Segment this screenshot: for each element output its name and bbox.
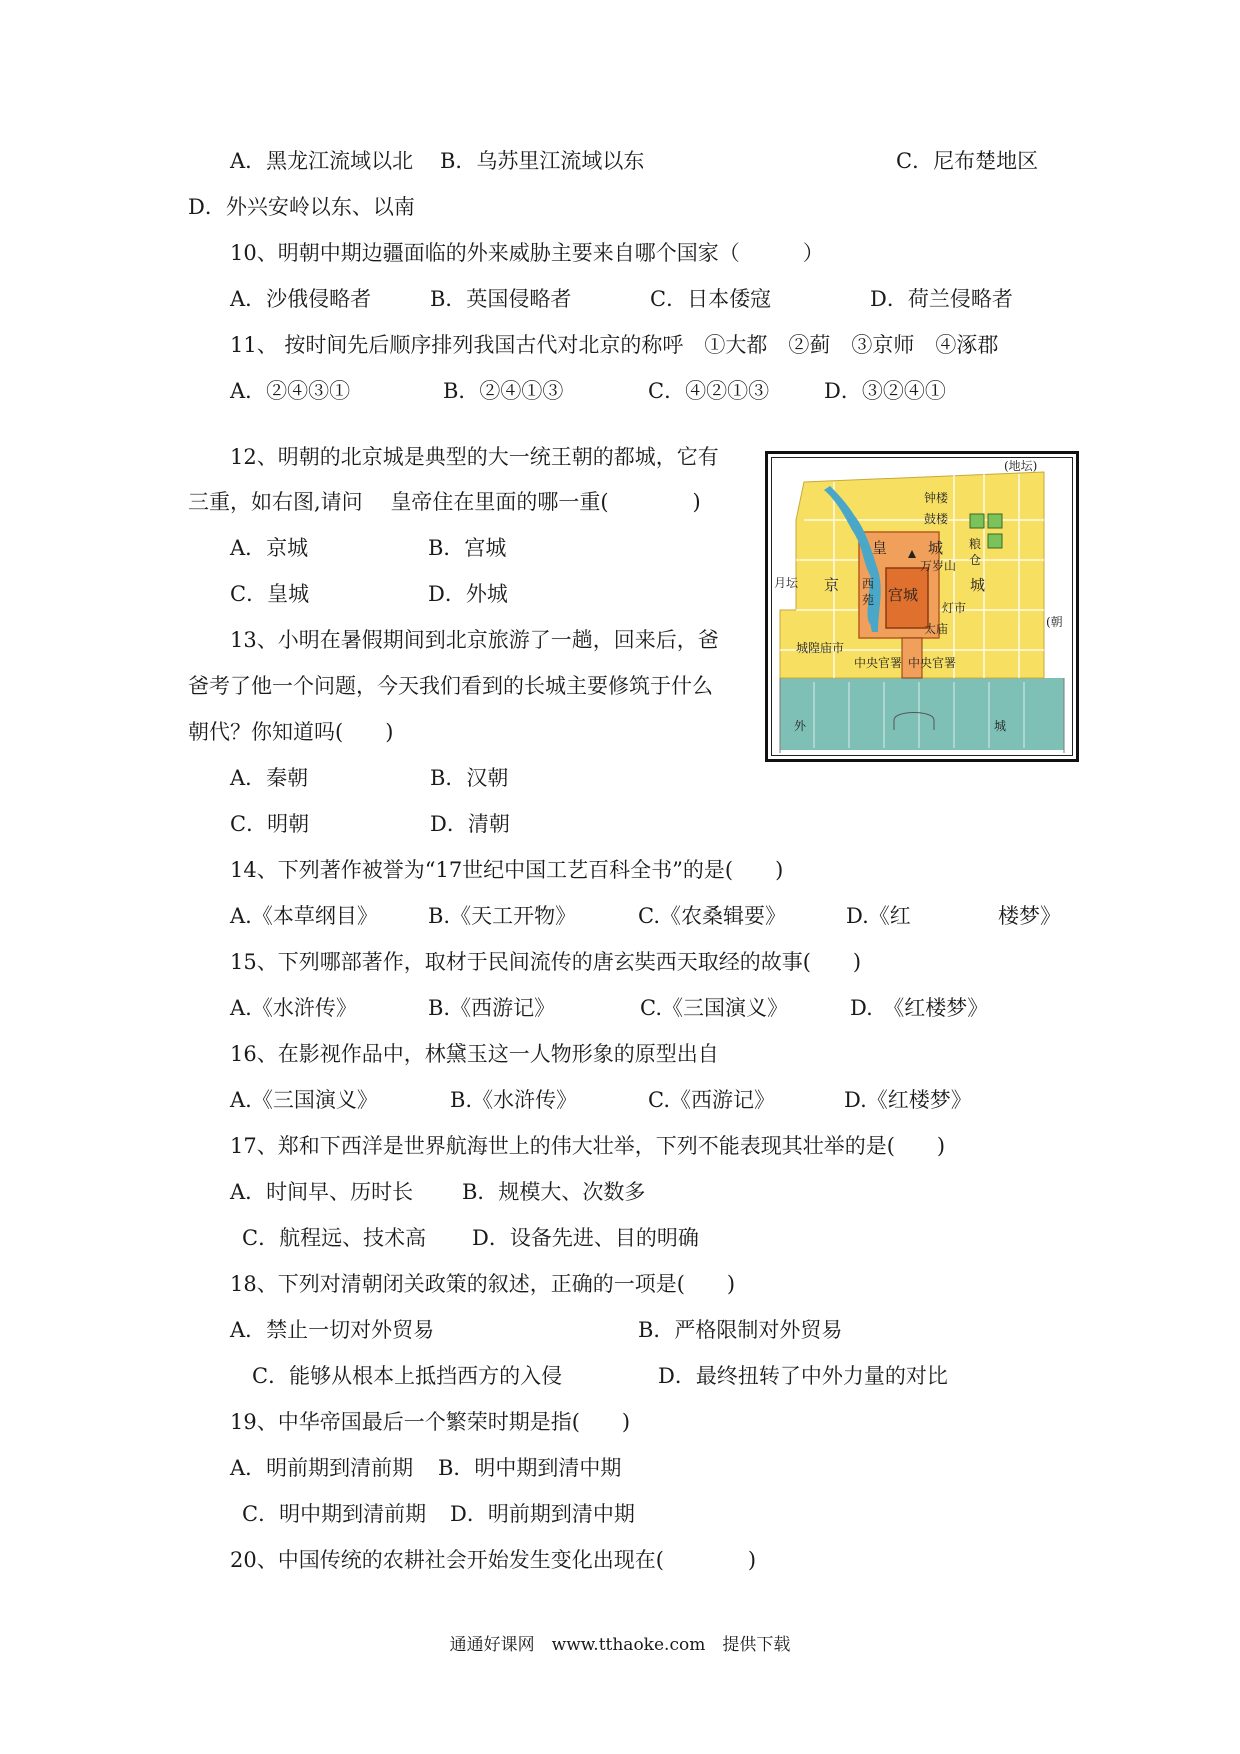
q13-stem-line2: 爸考了他一个问题，今天我们看到的长城主要修筑于什么 <box>188 674 713 698</box>
q16-stem: 16、在影视作品中，林黛玉这一人物形象的原型出自 <box>230 1042 719 1066</box>
q12-option-d: D．外城 <box>428 582 508 606</box>
map-label-taimiao: 太庙 <box>924 622 949 636</box>
q12-option-b: B．宫城 <box>428 536 507 560</box>
q15-option-d: D. 《红楼梦》 <box>850 996 989 1020</box>
q18-option-c: C．能够从根本上抵挡西方的入侵 <box>252 1364 563 1388</box>
q14-stem: 14、下列著作被誉为“17世纪中国工艺百科全书”的是( ) <box>230 858 784 882</box>
map-label-cheng-bottom: 城 <box>994 719 1007 733</box>
q18-option-d: D．最终扭转了中外力量的对比 <box>658 1364 948 1388</box>
q18-option-a: A．禁止一切对外贸易 <box>230 1318 435 1342</box>
q9-option-d: D．外兴安岭以东、以南 <box>188 195 415 219</box>
q15-option-c: C.《三国演义》 <box>640 996 788 1020</box>
q10-stem: 10、明朝中期边疆面临的外来威胁主要来自哪个国家（ ） <box>230 241 824 265</box>
q17-stem: 17、郑和下西洋是世界航海世上的伟大壮举，下列不能表现其壮举的是( ) <box>230 1134 946 1158</box>
q12-stem-line2: 三重，如右图,请问 皇帝住在里面的哪一重( ) <box>188 490 701 514</box>
q15-stem: 15、下列哪部著作，取材于民间流传的唐玄奘西天取经的故事( ) <box>230 950 862 974</box>
map-label-zhonglou: 钟楼 <box>924 491 949 505</box>
q12-option-c: C．皇城 <box>230 582 310 606</box>
q12-stem-line1: 12、明朝的北京城是典型的大一统王朝的都城，它有 <box>230 445 719 469</box>
grain-store <box>970 514 984 528</box>
map-label-chenghuang: 城隍庙市 <box>796 641 845 655</box>
q18-stem: 18、下列对清朝闭关政策的叙述，正确的一项是( ) <box>230 1272 736 1296</box>
beijing-map-svg <box>774 460 1070 753</box>
map-label-chao: (朝 <box>1046 615 1063 629</box>
q10-option-b: B．英国侵略者 <box>430 287 572 311</box>
q10-option-a: A．沙俄侵略者 <box>230 287 372 311</box>
q14-option-d: D.《红 <box>846 904 911 928</box>
q19-option-c: C．明中期到清前期 <box>242 1502 427 1526</box>
map-label-cheng-top: 城 <box>928 539 944 557</box>
q11-option-b: B．②④①③ <box>443 379 564 403</box>
q19-option-d: D．明前期到清中期 <box>450 1502 635 1526</box>
q13-option-b: B．汉朝 <box>430 766 509 790</box>
q13-option-d: D．清朝 <box>430 812 510 836</box>
q11-stem: 11、 按时间先后顺序排列我国古代对北京的称呼 ①大都 ②蓟 ③京师 ④涿郡 <box>230 333 999 357</box>
q14-option-b: B.《天工开物》 <box>428 904 577 928</box>
map-label-gongcheng: 宫城 <box>888 586 919 604</box>
q14-option-d-cont: 楼梦》 <box>998 904 1061 928</box>
map-label-liang: 粮 <box>969 537 982 551</box>
q9-option-c: C．尼布楚地区 <box>896 149 1039 173</box>
map-label-gulou: 鼓楼 <box>924 512 949 526</box>
q14-option-a: A.《本草纲目》 <box>230 904 378 928</box>
q14-option-c: C.《农桑辑要》 <box>638 904 786 928</box>
q17-option-c: C．航程远、技术高 <box>242 1226 427 1250</box>
q11-option-c: C．④②①③ <box>648 379 770 403</box>
q9-option-a: A．黑龙江流域以北 <box>230 149 414 173</box>
grain-store <box>988 534 1002 548</box>
map-label-dengshi: 灯市 <box>942 601 967 615</box>
grain-store <box>988 514 1002 528</box>
q16-option-c: C.《西游记》 <box>648 1088 775 1112</box>
q20-stem: 20、中国传统的农耕社会开始发生变化出现在( ) <box>230 1548 757 1572</box>
q10-option-c: C．日本倭寇 <box>650 287 772 311</box>
map-label-jing: 京 <box>824 576 840 594</box>
beijing-city-map <box>765 451 1079 762</box>
map-label-zhongyang-2: 中央官署 <box>908 656 957 670</box>
q16-option-d: D.《红楼梦》 <box>844 1088 972 1112</box>
q19-option-b: B．明中期到清中期 <box>438 1456 622 1480</box>
map-label-zhongyang-1: 中央官署 <box>854 656 903 670</box>
map-label-ritan: 月坛 <box>774 576 799 590</box>
q13-stem-line3: 朝代？你知道吗( ) <box>188 720 394 744</box>
q9-option-b: B．乌苏里江流域以东 <box>440 149 645 173</box>
q11-option-d: D．③②④① <box>824 379 946 403</box>
q15-option-a: A.《水浒传》 <box>230 996 357 1020</box>
q13-stem-line1: 13、小明在暑假期间到北京旅游了一趟，回来后，爸 <box>230 628 719 652</box>
q17-option-d: D．设备先进、目的明确 <box>472 1226 699 1250</box>
map-label-huang: 皇 <box>872 539 888 557</box>
q11-option-a: A．②④③① <box>230 379 351 403</box>
map-label-xi: 西 <box>862 577 875 591</box>
outer-city-area <box>780 678 1064 750</box>
q19-stem: 19、中华帝国最后一个繁荣时期是指( ) <box>230 1410 631 1434</box>
q12-option-a: A．京城 <box>230 536 309 560</box>
map-label-ditan: (地坛) <box>1004 460 1038 473</box>
page-footer: 通通好课网 www.tthaoke.com 提供下载 <box>449 1635 791 1655</box>
q16-option-a: A.《三国演义》 <box>230 1088 378 1112</box>
map-label-cheng-right: 城 <box>970 576 986 594</box>
q13-option-a: A．秦朝 <box>230 766 309 790</box>
q15-option-b: B.《西游记》 <box>428 996 556 1020</box>
q17-option-b: B．规模大、次数多 <box>462 1180 646 1204</box>
q16-option-b: B.《水浒传》 <box>450 1088 578 1112</box>
map-label-wai: 外 <box>794 719 807 733</box>
q18-option-b: B．严格限制对外贸易 <box>638 1318 843 1342</box>
map-label-yuan: 苑 <box>862 593 875 607</box>
q10-option-d: D．荷兰侵略者 <box>870 287 1013 311</box>
map-label-cang: 仓 <box>969 553 982 567</box>
q13-option-c: C．明朝 <box>230 812 310 836</box>
q19-option-a: A．明前期到清前期 <box>230 1456 414 1480</box>
map-label-wansuishan: 万岁山 <box>920 559 957 573</box>
q17-option-a: A．时间早、历时长 <box>230 1180 414 1204</box>
